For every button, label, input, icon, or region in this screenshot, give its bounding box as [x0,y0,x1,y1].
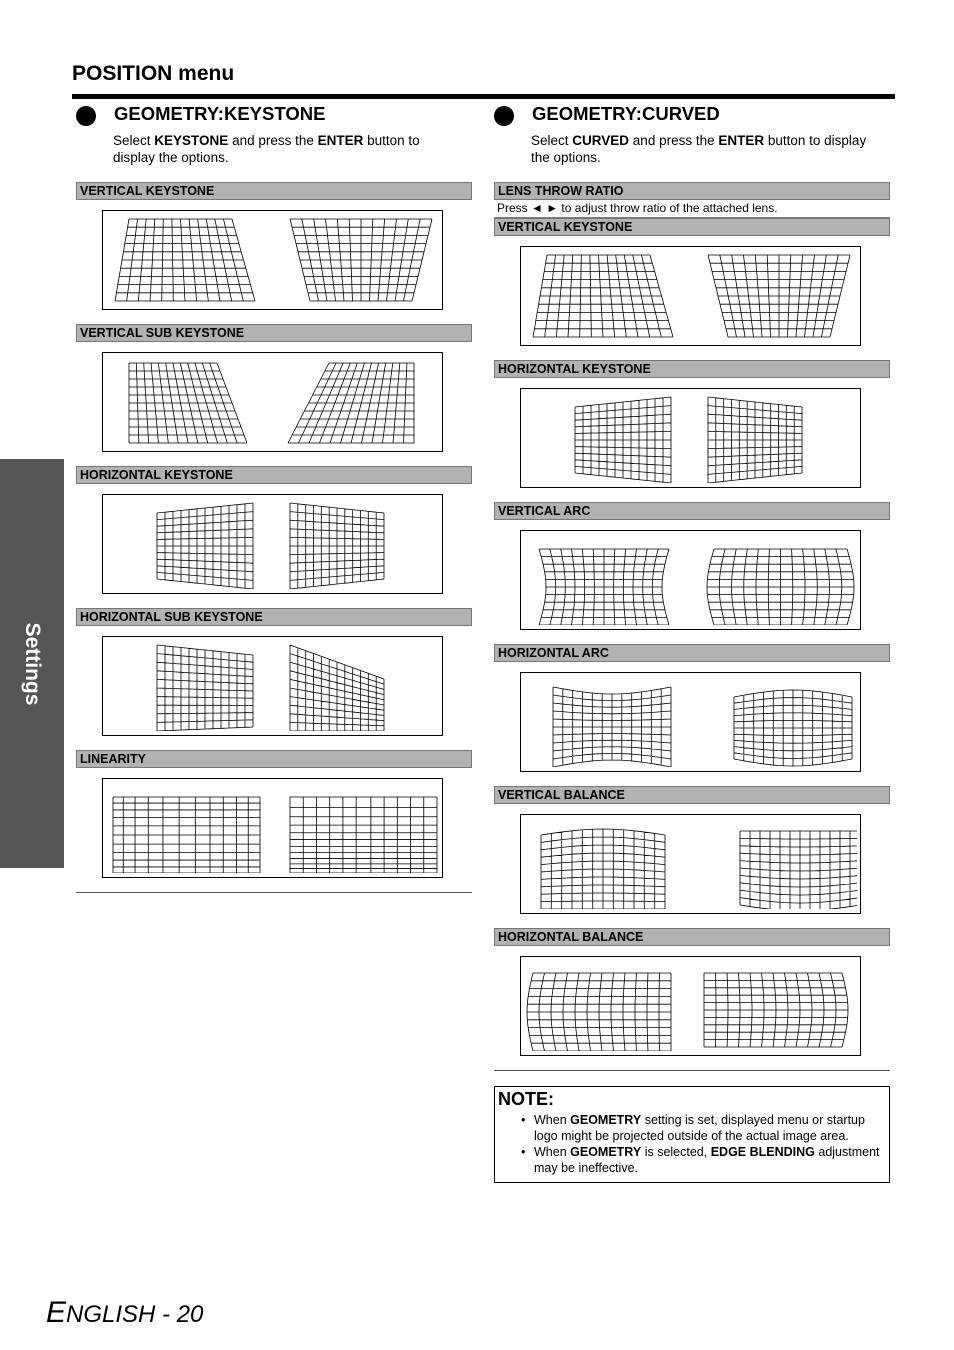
grid-figure [284,641,439,731]
figure-box [102,778,443,878]
item-label: LENS THROW RATIO [494,182,890,200]
curved-column [494,100,890,1183]
grid-figure [702,393,857,483]
grid-figure [702,677,857,767]
grid-figure [525,819,680,909]
grid-figure [702,819,857,909]
figure-box [102,352,443,452]
grid-figure [525,535,680,625]
grid-figure [702,535,857,625]
keystone-heading-row [76,100,472,132]
grid-figure [284,783,439,873]
grid-figure [107,783,262,873]
item-label: VERTICAL KEYSTONE [494,218,890,236]
item-label: HORIZONTAL ARC [494,644,890,662]
grid-figure [284,215,439,305]
item-label: VERTICAL KEYSTONE [76,182,472,200]
item-label: HORIZONTAL BALANCE [494,928,890,946]
figure-box [520,814,861,914]
bullet-icon [494,106,514,126]
figure-box [520,530,861,630]
grid-figure [702,251,857,341]
item-label: LINEARITY [76,750,472,768]
grid-figure [525,251,680,341]
curved-intro: Select CURVED and press the ENTER button to display the options. [531,133,867,165]
note-item: • When GEOMETRY is selected, EDGE BLENDING adjustment may be ineffective. [521,1145,880,1175]
curved-heading-row [494,100,890,132]
section-end-rule [76,892,472,893]
side-tab-label: Settings [21,622,44,705]
note-list [495,1112,889,1176]
page-footer: ENGLISH - 20 [46,1296,204,1329]
grid-figure [107,499,262,589]
figure-box [102,636,443,736]
curved-heading: GEOMETRY:CURVED [532,103,720,124]
item-label: HORIZONTAL KEYSTONE [494,360,890,378]
grid-figure [107,641,262,731]
keystone-intro: Select KEYSTONE and press the ENTER button to display the options. [113,133,420,165]
figure-box [520,672,861,772]
grid-figure [107,215,262,305]
grid-figure [284,357,439,447]
grid-figure [107,357,262,447]
figure-box [102,494,443,594]
grid-figure [525,677,680,767]
bullet-icon [76,106,96,126]
grid-figure [525,961,680,1051]
item-label: VERTICAL BALANCE [494,786,890,804]
section-end-rule [494,1070,890,1071]
keystone-heading: GEOMETRY:KEYSTONE [114,103,326,124]
title-rule [72,94,895,99]
page-title: POSITION menu [72,62,235,85]
figure-box [520,388,861,488]
note-item: • When GEOMETRY setting is set, displayed menu or startup logo might be projected outside of the actual image area. [521,1113,865,1143]
note-title: NOTE: [498,1089,554,1109]
note-box [494,1086,890,1183]
lens-description: Press ◄ ► to adjust throw ratio of the attached lens. [494,200,890,218]
grid-figure [284,499,439,589]
figure-box [102,210,443,310]
item-label: HORIZONTAL SUB KEYSTONE [76,608,472,626]
keystone-column [76,100,472,893]
figure-box [520,956,861,1056]
item-label: VERTICAL ARC [494,502,890,520]
side-tab [0,459,64,868]
grid-figure [525,393,680,483]
item-label: VERTICAL SUB KEYSTONE [76,324,472,342]
item-label: HORIZONTAL KEYSTONE [76,466,472,484]
grid-figure [702,961,857,1051]
figure-box [520,246,861,346]
